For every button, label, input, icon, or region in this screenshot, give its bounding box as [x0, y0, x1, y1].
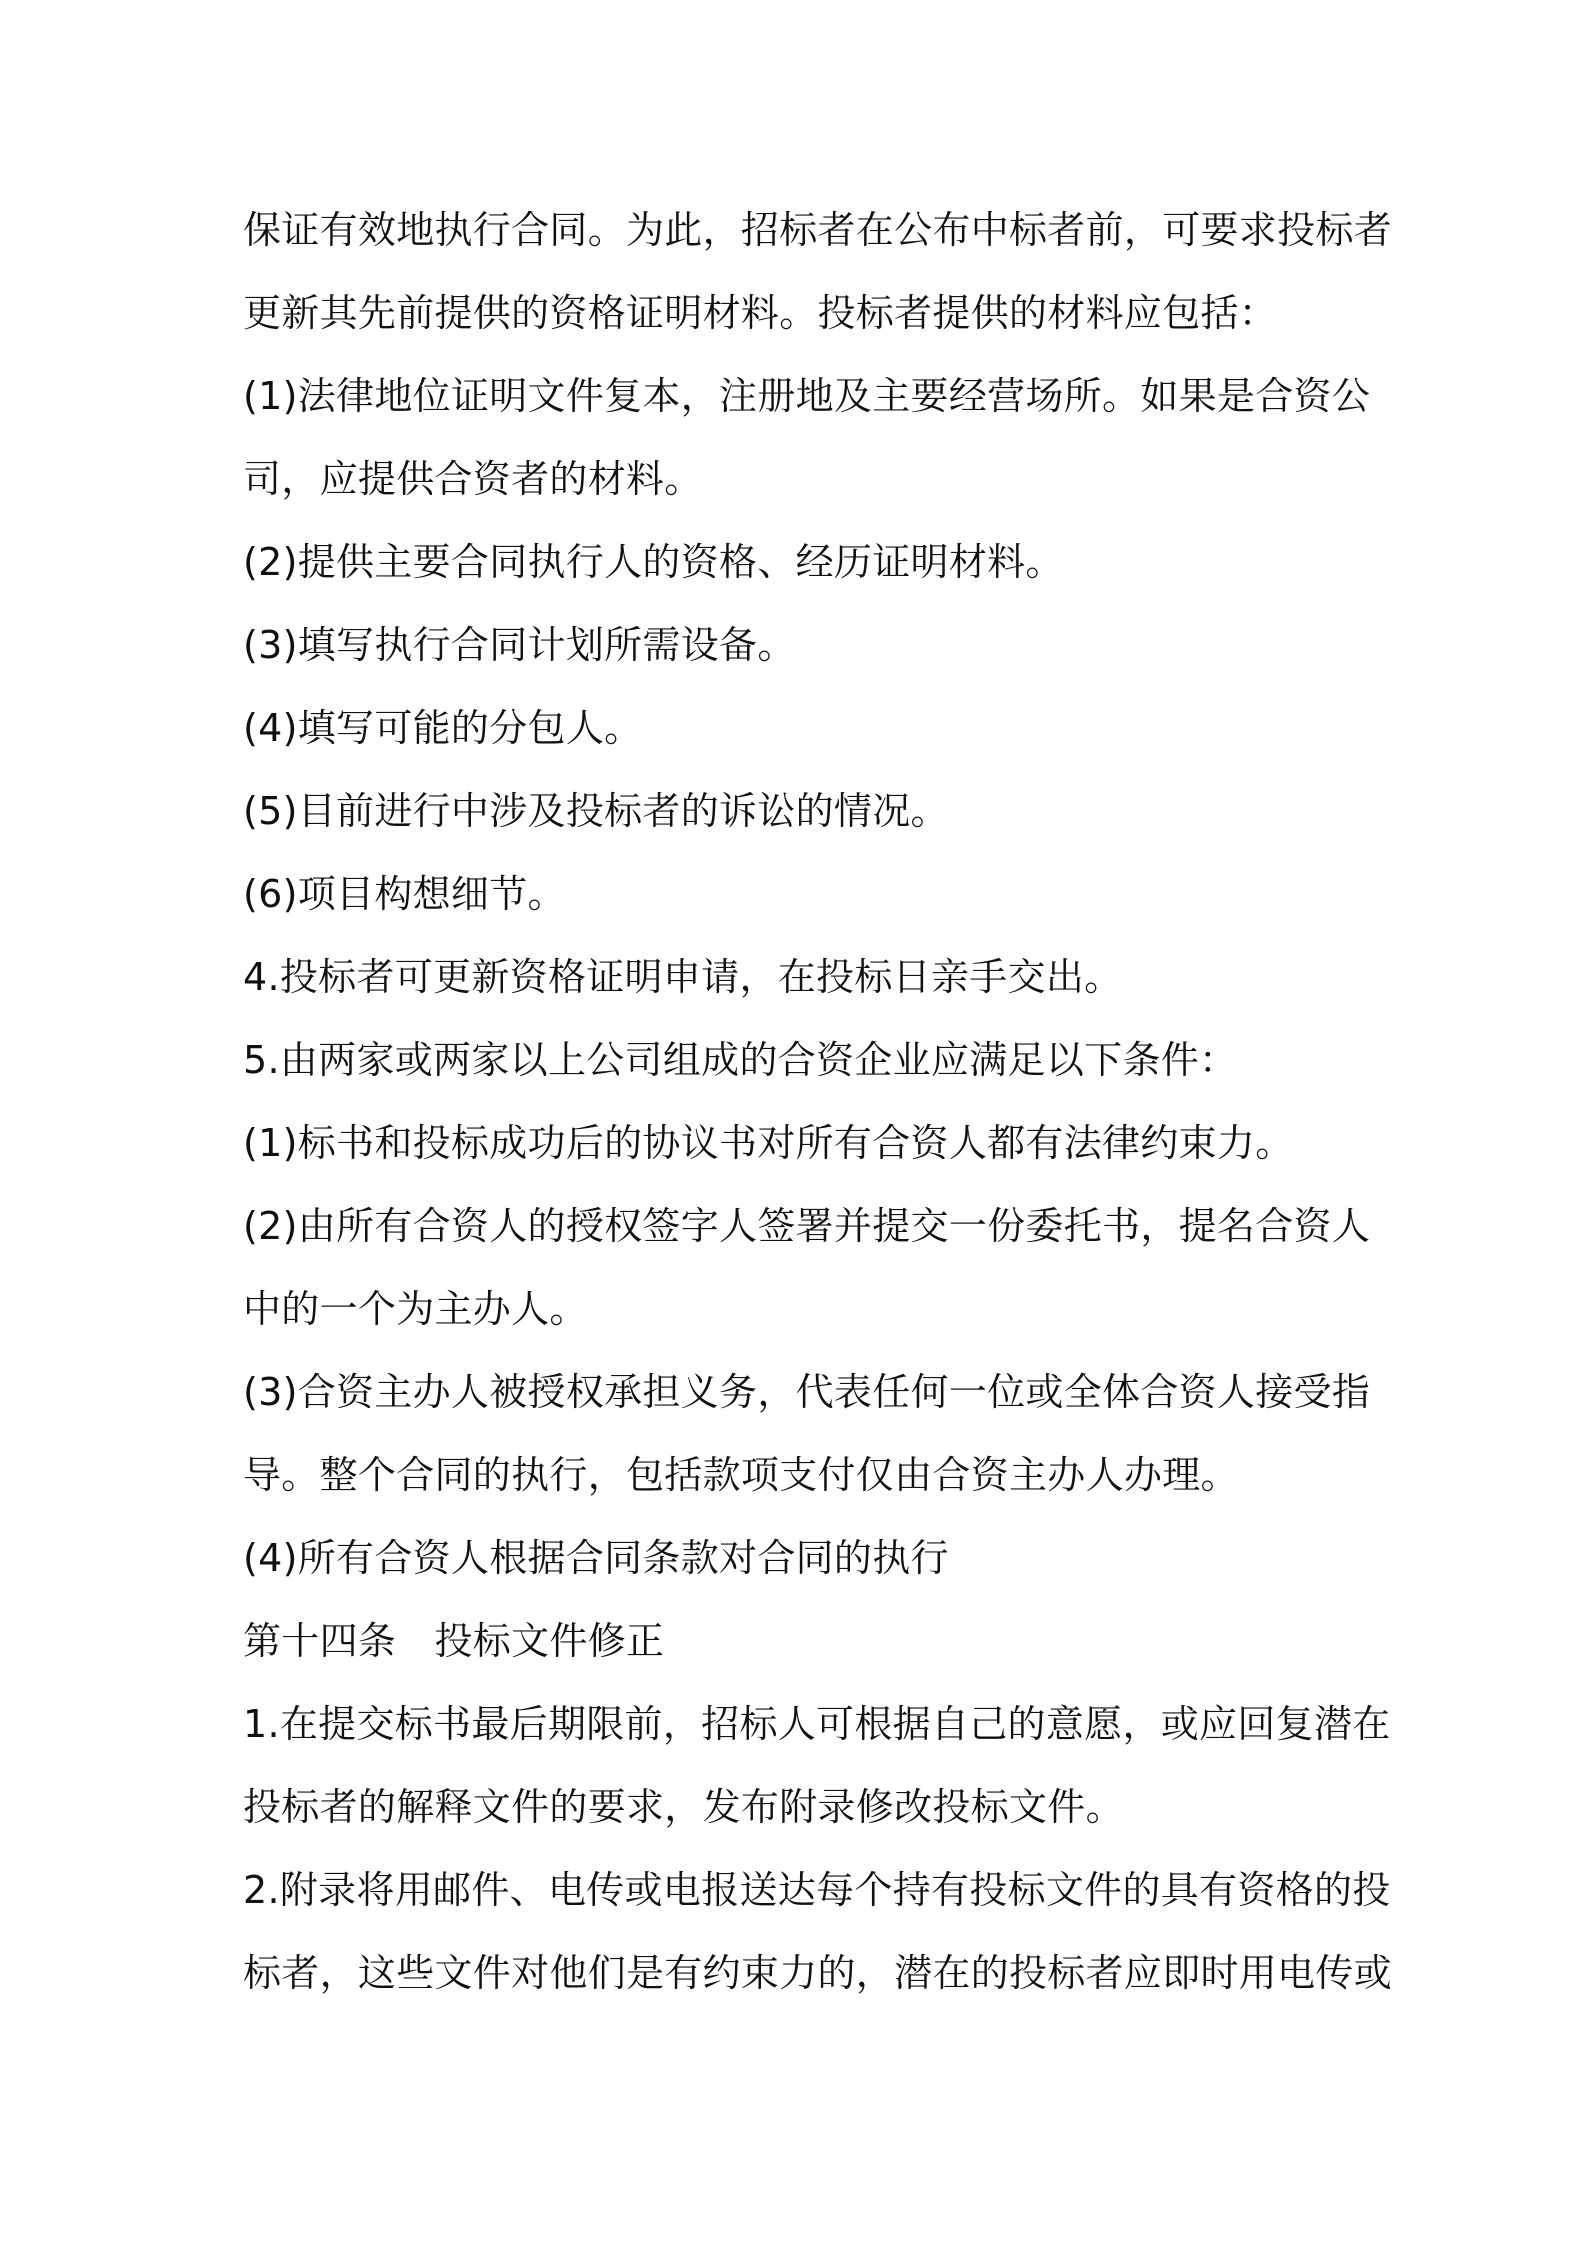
text-line: 标者，这些文件对他们是有约束力的，潜在的投标者应即时用电传或: [243, 1951, 1393, 1995]
text-line: 5.由两家或两家以上公司组成的合资企业应满足以下条件：: [243, 1038, 1238, 1082]
text-line: (3)合资主办人被授权承担义务，代表任何一位或全体合资人接受指: [243, 1370, 1371, 1414]
text-line: 导。整个合同的执行，包括款项支付仅由合资主办人办理。: [243, 1453, 1239, 1497]
text-line: (4)所有合资人根据合同条款对合同的执行: [243, 1536, 949, 1580]
text-line: 4.投标者可更新资格证明申请，在投标日亲手交出。: [243, 955, 1123, 999]
section-heading: 第十四条 投标文件修正: [243, 1619, 665, 1663]
text-line: (2)提供主要合同执行人的资格、经历证明材料。: [243, 540, 1064, 584]
text-line: (1)法律地位证明文件复本，注册地及主要经营场所。如果是合资公: [243, 374, 1371, 418]
text-line: (2)由所有合资人的授权签字人签署并提交一份委托书，提名合资人: [243, 1204, 1371, 1248]
text-line: 司，应提供合资者的材料。: [243, 457, 703, 501]
text-line: (5)目前进行中涉及投标者的诉讼的情况。: [243, 789, 949, 833]
text-line: 更新其先前提供的资格证明材料。投标者提供的材料应包括：: [243, 291, 1278, 335]
text-line: 投标者的解释文件的要求，发布附录修改投标文件。: [243, 1785, 1124, 1829]
text-line: 2.附录将用邮件、电传或电报送达每个持有投标文件的具有资格的投: [243, 1868, 1391, 1912]
text-line: 中的一个为主办人。: [243, 1287, 588, 1331]
text-line: (1)标书和投标成功后的协议书对所有合资人都有法律约束力。: [243, 1121, 1294, 1165]
text-line: 1.在提交标书最后期限前，招标人可根据自己的意愿，或应回复潜在: [243, 1702, 1391, 1746]
text-line: 保证有效地执行合同。为此，招标者在公布中标者前，可要求投标者: [243, 208, 1393, 252]
text-line: (6)项目构想细节。: [243, 872, 566, 916]
text-line: (3)填写执行合同计划所需设备。: [243, 623, 796, 667]
text-line: (4)填写可能的分包人。: [243, 706, 643, 750]
